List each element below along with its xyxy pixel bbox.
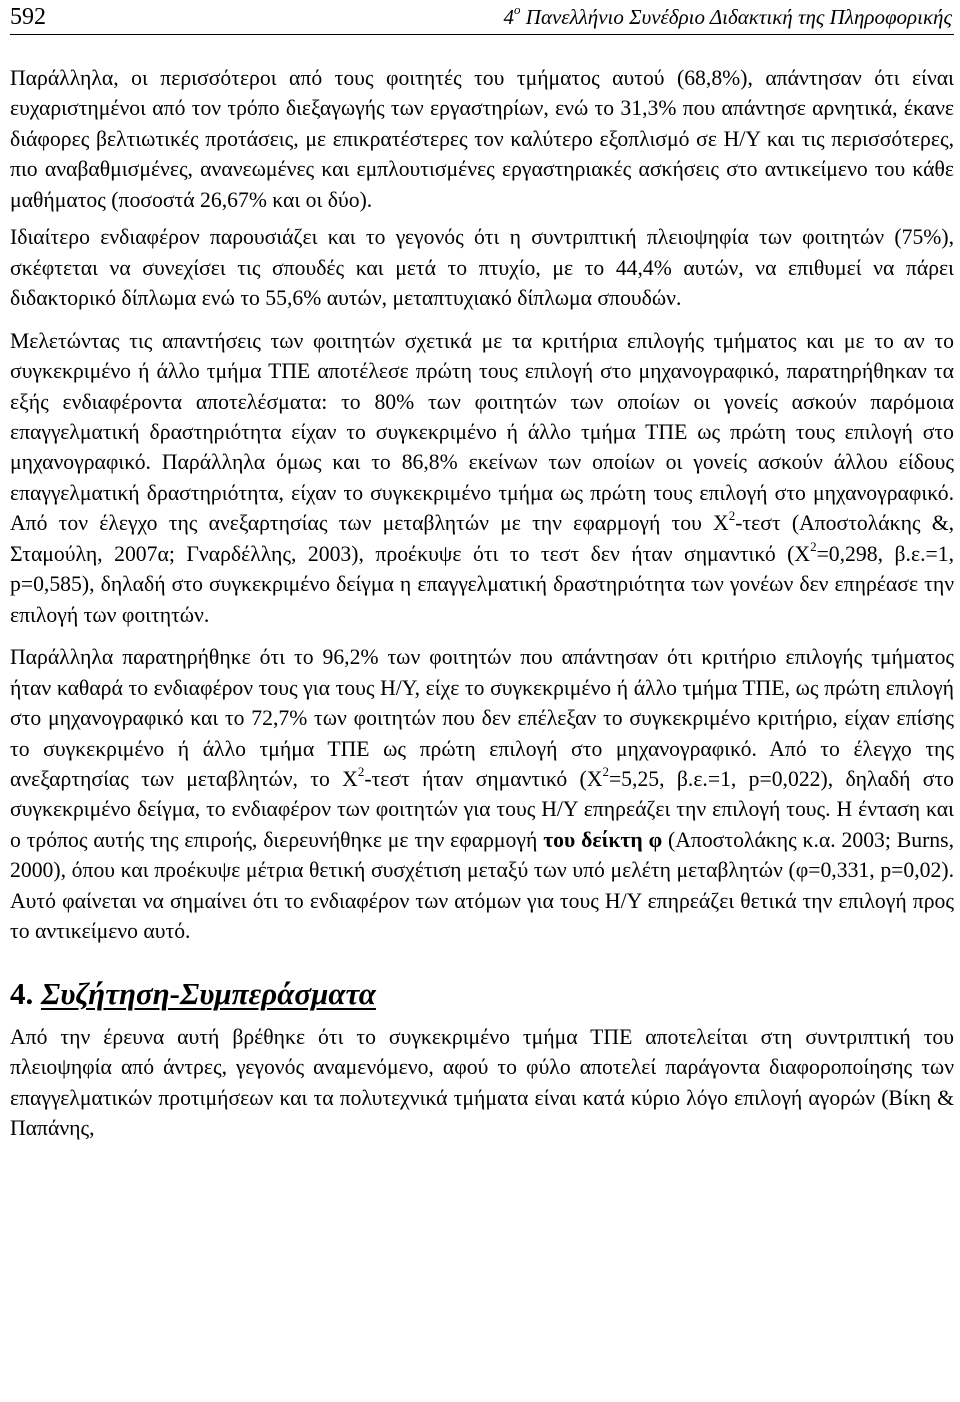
- paragraph-3-part-c: =0,298, β.ε.=1, p=0,585), δηλαδή στο συγκεκριμένο δείγμα η επαγγελματική δραστηριότητα των γονέων δεν επηρέασε την επιλογή των φοιτητών.: [10, 541, 954, 627]
- superscript: 2: [357, 763, 365, 779]
- paragraph-1: Παράλληλα, οι περισσότεροι από τους φοιτητές του τμήματος αυτού (68,8%), απάντησαν ότι είναι ευχαριστημένοι από τον τρόπο διεξαγωγής των εργαστηρίων, ενώ το 31,3% που απάντησε αρνητικά, έκανε διάφορες βελτιωτικές προτάσεις, με επικρατέστερες τον καλύτερο εξοπλισμό σε Η/Υ και τις περισσότερες, πιο αναβαθμισμένες, ανανεωμένες και εμπλουτισμένες εργαστηριακές ασκήσεις στο αντικείμενο του κάθε μαθήματος (ποσοστά 26,67% και οι δύο).: [10, 66, 954, 212]
- paragraph-2: Ιδιαίτερο ενδιαφέρον παρουσιάζει και το γεγονός ότι η συντριπτική πλειοψηφία των φοιτητών (75%), σκέφτεται να συνεχίσει τις σπουδές και μετά το πτυχίο, με το 44,4% αυτών, να επιθυμεί να πάρει διδακτορικό δίπλωμα ενώ το 55,6% αυτών, μεταπτυχιακό δίπλωμα σπουδών.: [10, 225, 954, 311]
- body-text: [10, 63, 954, 1144]
- paragraph-4-part-b: -τεστ ήταν σημαντικό (Χ: [364, 766, 603, 791]
- section-title: Συζήτηση-Συμπεράσματα: [41, 975, 376, 1011]
- paragraph-3: [10, 326, 954, 631]
- journal-title: [504, 0, 952, 34]
- paragraph-5: Από την έρευνα αυτή βρέθηκε ότι το συγκεκριμένο τμήμα ΤΠΕ αποτελείται στη συντριπτική του πλειοψηφία από άντρες, γεγονός αναμενόμενο, αφού το φύλο αποτελεί παράγοντα διαφοροποίησης των επαγγελματικών προτιμήσεων και τα πολυτεχνικά τμήματα είναι κατά κύριο λόγο επιλογή αγορών (Βίκη & Παπάνης,: [10, 1024, 954, 1141]
- journal-title-sup: ο: [514, 2, 521, 17]
- paragraph-4-part-d: (Αποστολάκης κ.α. 2003; Burns, 2000), όπου και προέκυψε μέτρια θετική συσχέτιση μεταξύ των υπό μελέτη μεταβλητών (φ=0,331, p=0,02). Αυτό φαίνεται να σημαίνει ότι το ενδιαφέρον των ατόμων για τους Η/Υ επηρεάζει θετικά την επιλογή προς το αντικείμενο αυτό.: [10, 827, 955, 944]
- paragraph-3-part-b: -τεστ (Αποστολάκης &, Σταμούλη, 2007α; Γναρδέλλης, 2003), προέκυψε ότι το τεστ δεν ήταν σημαντικό (Χ: [10, 511, 955, 566]
- journal-title-rest: Πανελλήνιο Συνέδριο Διδακτική της Πληροφορικής: [520, 5, 952, 29]
- superscript: 2: [810, 538, 817, 554]
- section-heading: [10, 974, 954, 1014]
- superscript: 2: [728, 508, 736, 524]
- paragraph-4: [10, 642, 954, 947]
- superscript: 2: [602, 763, 609, 779]
- paragraph-4-part-c: =5,25, β.ε.=1, p=0,022), δηλαδή στο συγκεκριμένο δείγμα, το ενδιαφέρον των φοιτητών για τους Η/Υ επηρεάζει την επιλογή τους. Η ένταση και ο τρόπος αυτής της επιροής, διερευνήθηκε με την εφαρμογή: [10, 766, 955, 852]
- page-number: 592: [10, 4, 46, 30]
- paragraph-4-part-a: Παράλληλα παρατηρήθηκε ότι το 96,2% των φοιτητών που απάντησαν ότι κριτήριο επιλογής τμήματος ήταν καθαρά το ενδιαφέρον τους για τους Η/Υ, είχε το συγκεκριμένο ή άλλο τμήμα ΤΠΕ, ως πρώτη επιλογή στο μηχανογραφικό και το 72,7% των φοιτητών που δεν επέλεξαν το συγκεκριμένο κριτήριο, είχαν επίσης το συγκεκριμένο ή άλλο τμήμα ΤΠΕ ως πρώτη επιλογή στο μηχανογραφικό. Από το έλεγχο της ανεξαρτησίας των μεταβλητών, το Χ: [10, 645, 954, 791]
- section-number: 4.: [10, 975, 34, 1011]
- paragraph-3-part-a: Μελετώντας τις απαντήσεις των φοιτητών σχετικά με τα κριτήρια επιλογής τμήματος και με το αν το συγκεκριμένο ή άλλο τμήμα ΤΠΕ αποτέλεσε πρώτη τους επιλογή στο μηχανογραφικό, παρατηρήθηκαν τα εξής ενδιαφέροντα αποτελέσματα: το 80% των φοιτητών των οποίων οι γονείς ασκούν παρόμοια επαγγελματική δραστηριότητα είχαν το συγκεκριμένο ή άλλο τμήμα ΤΠΕ ως πρώτη τους επιλογή στο μηχανογραφικό. Παράλληλα όμως και το 86,8% εκείνων των οποίων οι γονείς ασκούν άλλου είδους επαγγελματική δραστηριότητα, είχαν το συγκεκριμένο τμήμα ως πρώτη τους επιλογή στο μηχανογραφικό. Από τον έλεγχο της ανεξαρτησίας των μεταβλητών με την εφαρμογή του Χ: [10, 328, 954, 536]
- bold-term: του δείκτη φ: [543, 827, 663, 852]
- running-head: [10, 0, 954, 35]
- journal-title-prefix: 4: [503, 5, 515, 29]
